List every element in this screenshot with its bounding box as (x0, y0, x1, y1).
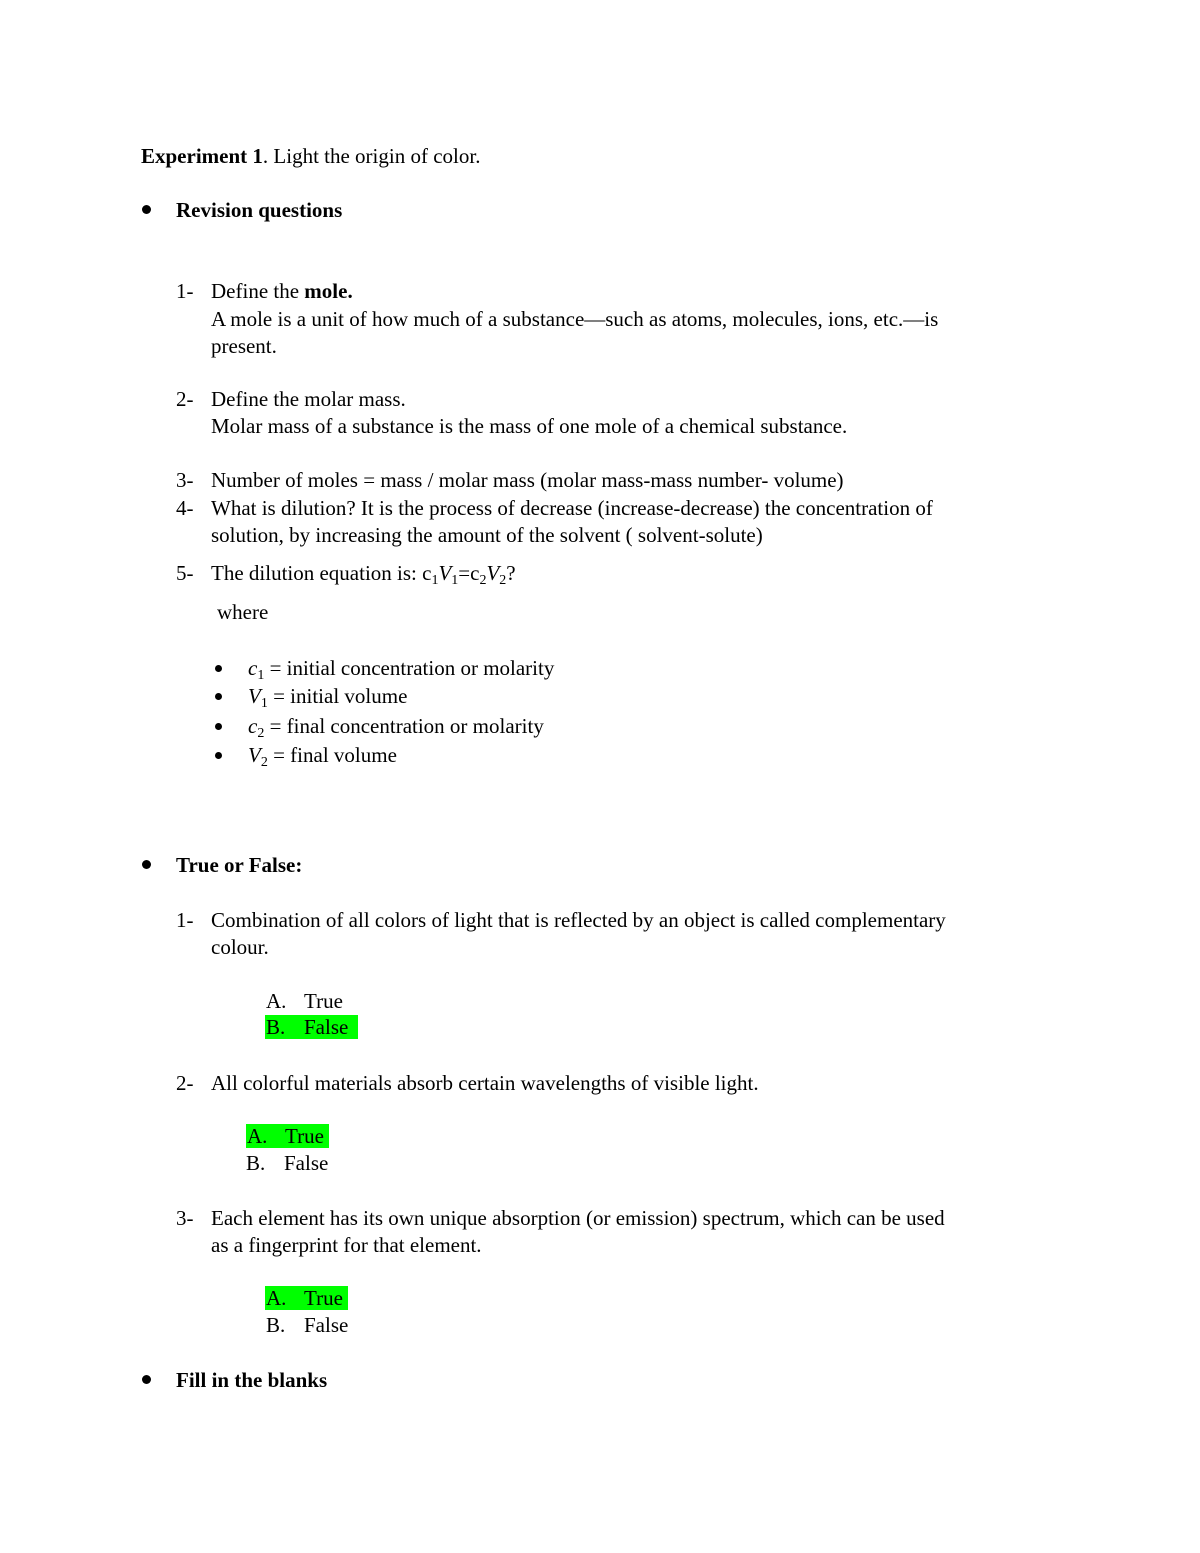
tf-question-2-line1: All colorful materials absorb certain wavelengths of visible light. (211, 1071, 759, 1095)
page-title (141, 143, 480, 169)
option-text: True (304, 989, 343, 1013)
tf-question-1-line1: Combination of all colors of light that is reflected by an object is called complementary (211, 908, 946, 932)
true-false-heading: True or False: (176, 853, 303, 877)
question-number: 5- (176, 561, 194, 585)
option-b[interactable] (266, 1312, 348, 1338)
subscript: 2 (257, 726, 265, 741)
option-letter: A. (266, 1286, 287, 1310)
answer-1-line1: A mole is a unit of how much of a substance—such as atoms, molecules, ions, etc.—is (211, 307, 939, 331)
answer-2: Molar mass of a substance is the mass of one mole of a chemical substance. (211, 414, 848, 438)
definition-text: = final volume (267, 743, 397, 767)
option-letter: B. (246, 1151, 266, 1175)
question-4-line2: solution, by increasing the amount of the solvent ( solvent-solute) (211, 523, 763, 547)
question-2: Define the molar mass. (211, 387, 406, 411)
fill-blanks-heading: Fill in the blanks (176, 1368, 328, 1392)
experiment-label: Experiment 1 (141, 144, 263, 168)
option-text: False (304, 1015, 349, 1039)
symbol: V (248, 684, 261, 708)
option-a-highlighted[interactable] (265, 1286, 348, 1310)
bullet-icon (142, 205, 151, 214)
question-1-prefix: Define the (211, 279, 305, 303)
symbol: V (248, 743, 261, 767)
bullet-icon (142, 1375, 151, 1384)
answer-1-line2: present. (211, 334, 277, 358)
option-text: True (285, 1124, 324, 1148)
option-b[interactable] (246, 1150, 328, 1176)
question-number: 1- (176, 908, 194, 932)
option-a[interactable] (266, 988, 343, 1014)
symbol: c (248, 656, 258, 680)
list-bullet-icon (215, 693, 222, 700)
definition-text: = final concentration or molarity (264, 714, 544, 738)
option-letter: B. (266, 1313, 286, 1337)
experiment-title: . Light the origin of color. (262, 144, 481, 168)
dilution-equation: $c_1V_1=c_2V_2$? (422, 561, 516, 588)
question-number: 2- (176, 1071, 194, 1095)
list-bullet-icon (215, 723, 222, 730)
list-bullet-icon (215, 665, 222, 672)
option-letter: A. (247, 1124, 268, 1148)
option-text: False (284, 1151, 329, 1175)
tf-question-3-line1: Each element has its own unique absorption (or emission) spectrum, which can be used (211, 1206, 945, 1230)
question-number: 1- (176, 279, 194, 303)
definition-item (248, 742, 397, 768)
definition-text: = initial volume (267, 684, 408, 708)
question-4-line1: What is dilution? It is the process of decrease (increase-decrease) the concentration of (211, 496, 933, 520)
question-1-term: mole. (304, 279, 353, 303)
option-text: True (304, 1286, 343, 1310)
subscript: 2 (260, 755, 268, 770)
subscript: 1 (260, 696, 268, 711)
revision-heading: Revision questions (176, 198, 343, 222)
question-5 (211, 560, 516, 586)
question-1 (211, 278, 353, 304)
option-a-highlighted[interactable] (246, 1124, 329, 1148)
question-number: 2- (176, 387, 194, 411)
question-number: 3- (176, 1206, 194, 1230)
definition-text: = initial concentration or molarity (264, 656, 555, 680)
option-text: False (304, 1313, 349, 1337)
list-bullet-icon (215, 752, 222, 759)
where-label: where (217, 600, 269, 624)
question-3: Number of moles = mass / molar mass (molar mass-mass number- volume) (211, 468, 844, 492)
definition-item (248, 655, 554, 681)
bullet-icon (142, 860, 151, 869)
question-5-prefix: The dilution equation is: (211, 561, 423, 585)
question-number: 3- (176, 468, 194, 492)
option-letter: A. (266, 989, 287, 1013)
option-b-highlighted[interactable] (265, 1015, 358, 1039)
tf-question-3-line2: as a fingerprint for that element. (211, 1233, 482, 1257)
option-letter: B. (266, 1015, 286, 1039)
symbol: c (248, 714, 258, 738)
definition-item (248, 713, 544, 739)
question-number: 4- (176, 496, 194, 520)
definition-item (248, 683, 407, 709)
tf-question-1-line2: colour. (211, 935, 269, 959)
subscript: 1 (257, 668, 265, 683)
